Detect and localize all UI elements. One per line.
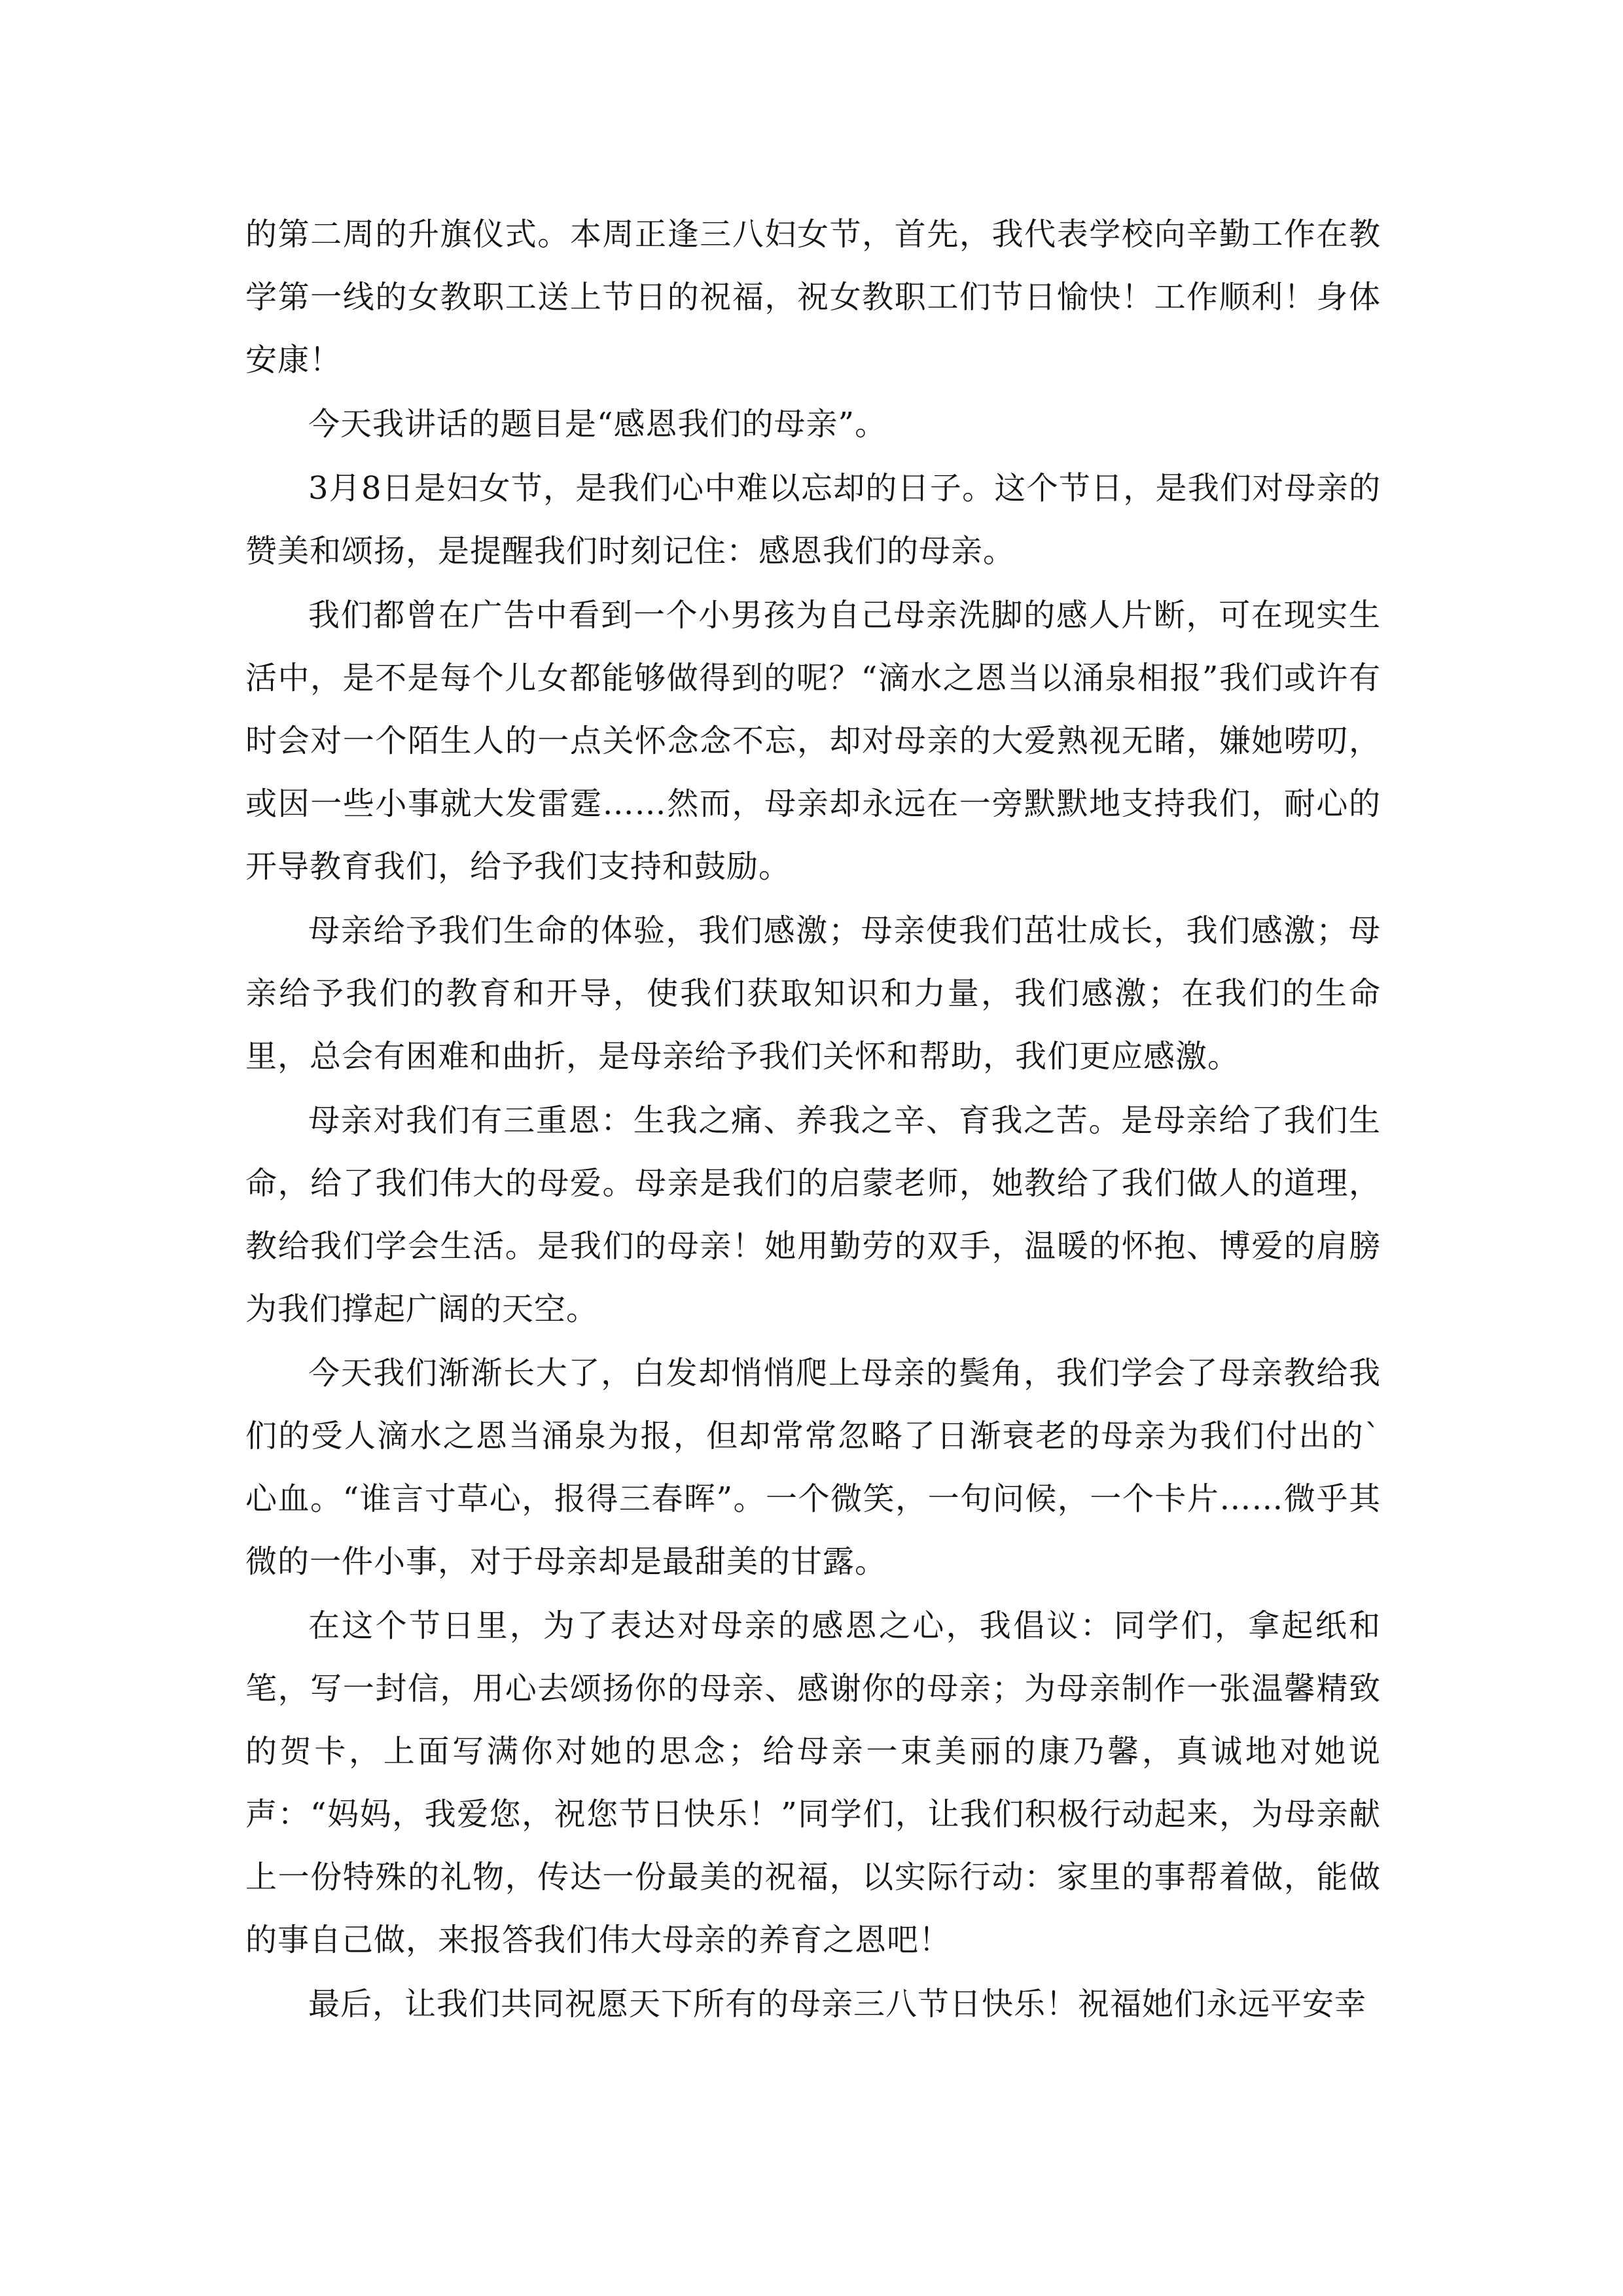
document-page [245,203,1381,2037]
paragraph-gratitude: 母亲给予我们生命的体验，我们感激；母亲使我们茁壮成长，我们感激；母亲给予我们的教育和开导，使我们获取知识和力量，我们感激；在我们的生命里，总会有困难和曲折，是母亲给予我们关怀和帮助，我们更应感激。 [245,912,1381,1075]
paragraph-womens-day: 3月8日是妇女节，是我们心中难以忘却的日子。这个节日，是我们对母亲的赞美和颂扬，是提醒我们时刻记住：感恩我们的母亲。 [245,470,1381,569]
paragraph-proposal: 在这个节日里，为了表达对母亲的感恩之心，我倡议：同学们，拿起纸和笔，写一封信，用心去颂扬你的母亲、感谢你的母亲；为母亲制作一张温馨精致的贺卡，上面写满你对她的思念；给母亲一束美丽的康乃馨，真诚地对她说声：“妈妈，我爱您，祝您节日快乐！”同学们，让我们积极行动起来，为母亲献上一份特殊的礼物，传达一份最美的祝福，以实际行动：家里的事帮着做，能做的事自己做，来报答我们伟大母亲的养育之恩吧！ [245,1607,1381,1958]
paragraph-closing: 最后，让我们共同祝愿天下所有的母亲三八节日快乐！祝福她们永远平安幸 [308,1986,1367,2022]
paragraph-growing-up: 今天我们渐渐长大了，白发却悄悄爬上母亲的鬓角，我们学会了母亲教给我们的受人滴水之恩当涌泉为报，但却常常忽略了日渐衰老的母亲为我们付出的`心血。“谁言寸草心，报得三春晖”。一个微笑，一句问候，一个卡片……微乎其微的一件小事，对于母亲却是最甜美的甘露。 [245,1355,1381,1580]
paragraph-opening: 的第二周的升旗仪式。本周正逢三八妇女节，首先，我代表学校向辛勤工作在教学第一线的女教职工送上节日的祝福，祝女教职工们节日愉快！工作顺利！身体安康！ [245,216,1381,378]
paragraph-three-graces: 母亲对我们有三重恩：生我之痛、养我之辛、育我之苦。是母亲给了我们生命，给了我们伟大的母爱。母亲是我们的启蒙老师，她教给了我们做人的道理，教给我们学会生活。是我们的母亲！她用勤劳的双手，温暖的怀抱、博爱的肩膀为我们撑起广阔的天空。 [245,1102,1381,1327]
paragraph-topic: 今天我讲话的题目是“感恩我们的母亲”。 [308,406,887,442]
paragraph-advertisement: 我们都曾在广告中看到一个小男孩为自己母亲洗脚的感人片断，可在现实生活中，是不是每个儿女都能够做得到的呢？“滴水之恩当以涌泉相报”我们或许有时会对一个陌生人的一点关怀念念不忘，却对母亲的大爱熟视无睹，嫌她唠叨，或因一些小事就大发雷霆……然而，母亲却永远在一旁默默地支持我们，耐心的开导教育我们，给予我们支持和鼓励。 [245,597,1381,885]
